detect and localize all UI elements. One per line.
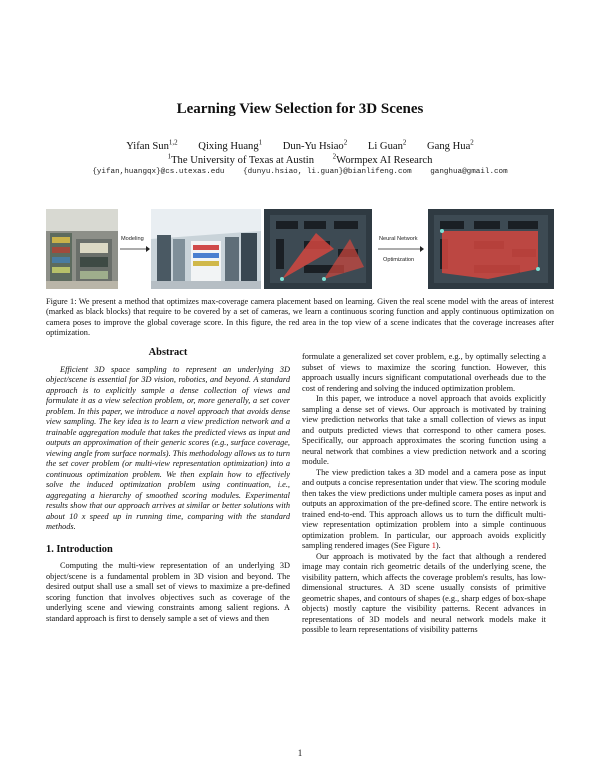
neural-network-arrow-label: Neural Network <box>379 236 418 242</box>
top-view-after-image <box>428 209 554 289</box>
store-photo-image <box>46 209 118 289</box>
introduction-heading: 1. Introduction <box>46 543 113 555</box>
store-model-image <box>151 209 261 289</box>
intro-paragraph: Our approach is motivated by the fact that although a rendered image may contain rich geometric details of the underlying scene, the visibility pattern, which affects the coverage problem's results, has low-dimensional structures. A 3D scene usually consists of primitive geometric shapes, and contours of shapes (e.g., sharp edges of box-shape objects) mostly capture the visibility patterns. Recent advances in representations of 3D models and neural network models make it possible to learn representations of visibility patterns <box>302 551 546 634</box>
right-arrow-icon <box>120 245 150 253</box>
affiliation: $^1$The University of Texas at Austin <box>167 152 315 166</box>
modeling-arrow-label: Modeling <box>121 236 144 242</box>
left-column <box>46 348 290 624</box>
figure-1 <box>46 209 554 289</box>
intro-paragraph: In this paper, we introduce a novel approach that avoids explicitly sampling a dense set of views. Our approach is motivated by training view prediction networks that take a small collection of views as input and outputs predicted views that correspond to other camera poses. Specifically, our approach approximates the scoring function using a neural network that combines a view prediction network and a scoring module. <box>302 394 546 466</box>
email: {yifan,huangqx}@cs.utexas.edu <box>92 168 225 176</box>
email: {dunyu.hsiao, li.guan}@bianlifeng.com <box>243 168 412 176</box>
figure-caption: Figure 1: We present a method that optimizes max-coverage camera placement based on learning. Given the real scene model with the areas of interest (marked as black blocks) that require to be covered by a set of cameras, we learn a continuous scoring function and apply continuous optimization on camera poses to improve the global coverage score. In this figure, the red area in the top view of a scene indicates that the coverage increases after optimization. <box>46 297 554 338</box>
email: ganghua@gmail.com <box>430 168 508 176</box>
author-list <box>0 138 600 152</box>
figure-reference-link[interactable]: 1 <box>431 541 436 550</box>
optimization-arrow-label: Optimization <box>383 257 415 263</box>
affiliations <box>0 152 600 166</box>
email-list <box>0 168 600 176</box>
top-view-before-image <box>264 209 372 289</box>
paper-title: Learning View Selection for 3D Scenes <box>176 101 424 117</box>
intro-paragraph: Computing the multi-view representation of an underlying 3D object/scene is a fundamental problem in 3D vision and beyond. The desired output shall use a small set of views to maximize a pre-defined scoring function that involves objectives such as coverage of the underlying scene and viewing constraints among salient regions. A standard approach is first to densely sample a set of views and then <box>46 561 290 623</box>
page-number: 1 <box>297 748 303 758</box>
affiliation: $^2$Wormpex AI Research <box>332 152 433 166</box>
abstract-heading: Abstract <box>148 347 188 358</box>
author: Qixing Huang$^1$ <box>198 138 263 152</box>
abstract-text: Efficient 3D space sampling to represent an underlying 3D object/scene is essential for 3D vision, robotics, and beyond. A standard approach is to explicitly sample a dense collection of views and formulate it as a view selection problem, or, more generally, a set cover problem. In this paper, we introduce a novel approach that avoids dense view sampling. The key idea is to learn a view prediction network and a trainable aggregation module that takes the predicted views as input and outputs an approximation of their generic scores (e.g., surface coverage, viewing angle from surface normals). This methodology allows us to turn the set cover problem (or multi-view representation optimization) into a continuous optimization problem. We then explain how to effectively solve the induced optimization problem using continuation, i.e., aggregating a hierarchy of smoothed scoring modules. Experimental results show that our approach arrives at similar or better solutions with about 10 x speed up in running time, comparing with the standard methods. <box>46 364 290 531</box>
author: Gang Hua$^2$ <box>427 138 474 152</box>
author: Li Guan$^2$ <box>367 138 407 152</box>
intro-paragraph: The view prediction takes a 3D model and a camera pose as input and outputs a concise representation under that view. The scoring module then takes the view predictions under multiple camera poses as input and outputs an approximation of the pre-defined score. The entire network is trained end-to-end. This approach allows us to turn the difficult multi-view representation optimization problem into a simple continuous optimization problem. In particular, our approach avoids explicitly sampling rendered images (See Figure 1). <box>302 467 546 550</box>
author: Yifan Sun$^{1,2}$ <box>126 138 178 152</box>
right-arrow-icon <box>378 245 424 253</box>
right-column <box>302 352 546 636</box>
author: Dun-Yu Hsiao$^2$ <box>282 138 348 152</box>
intro-paragraph: formulate a generalized set cover problem, e.g., by optimally selecting a subset of views to maximize the scoring function. However, this approach usually incurs significant computational overheads due to the cost of rendering and solving the induced optimization problem. <box>302 352 546 393</box>
